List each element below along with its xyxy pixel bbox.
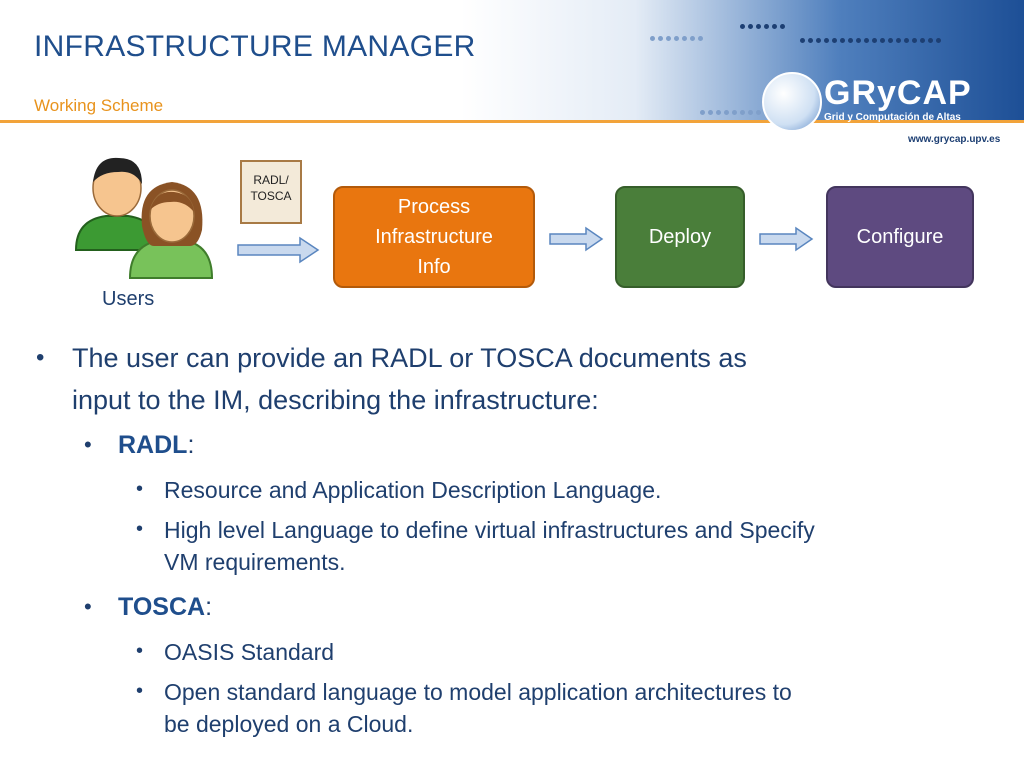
document-label-line1: RADL/ (253, 173, 289, 187)
radl-item-2-continued: VM requirements. (164, 549, 346, 575)
bullet-marker: • (136, 518, 144, 540)
bullet-marker: • (36, 344, 45, 371)
tosca-label: TOSCA (118, 593, 206, 621)
process-step-label-line3: Info (417, 256, 451, 278)
arrow-right-icon (236, 236, 320, 264)
users-icon (66, 150, 216, 280)
tosca-item-2-continued: be deployed on a Cloud. (164, 711, 414, 737)
header-dots-decoration (740, 16, 788, 34)
tosca-item-2: Open standard language to model application architectures to (164, 679, 792, 705)
tosca-heading (118, 590, 212, 624)
tosca-colon: : (205, 593, 213, 621)
grycap-logo (762, 72, 1012, 152)
page-title: INFRASTRUCTURE MANAGER (34, 30, 476, 63)
logo-tagline: Grid y Computación de Altas Prestaciones (824, 112, 961, 134)
process-step-label-line2: Infrastructure (375, 226, 493, 248)
logo-url: www.grycap.upv.es (908, 134, 1001, 145)
radl-colon: : (187, 431, 195, 459)
main-bullet-line2: input to the IM, describing the infrastructure: (72, 385, 599, 415)
configure-step-label: Configure (856, 226, 944, 248)
arrow-right-icon (548, 226, 604, 252)
arrow-right-icon (758, 226, 814, 252)
users-label: Users (102, 288, 155, 310)
bullet-marker: • (136, 640, 144, 662)
document-label-line2: TOSCA (250, 189, 292, 203)
tosca-item-1: OASIS Standard (164, 639, 335, 665)
deploy-step (615, 186, 745, 288)
radl-tosca-document-icon (240, 160, 302, 224)
radl-item-2: High level Language to define virtual infrastructures and Specify (164, 517, 815, 543)
process-infrastructure-step (333, 186, 535, 288)
bullet-marker: • (84, 432, 92, 457)
bullet-marker: • (136, 680, 144, 702)
header-dots-decoration (650, 28, 706, 46)
process-step-label-line1: Process (397, 196, 471, 218)
radl-item-1: Resource and Application Description Language. (164, 477, 662, 503)
page-subtitle: Working Scheme (34, 96, 164, 115)
logo-brand: GRyCAP (824, 74, 972, 112)
deploy-step-label: Deploy (648, 226, 712, 248)
header-dots-decoration (800, 30, 944, 48)
bullet-marker: • (84, 594, 92, 619)
configure-step (826, 186, 974, 288)
radl-heading (118, 428, 194, 462)
main-bullet-line1: The user can provide an RADL or TOSCA documents as (72, 343, 747, 373)
globe-icon (762, 72, 822, 132)
bullet-marker: • (136, 478, 144, 500)
header-dots-decoration (700, 102, 764, 120)
radl-label: RADL (118, 431, 188, 459)
